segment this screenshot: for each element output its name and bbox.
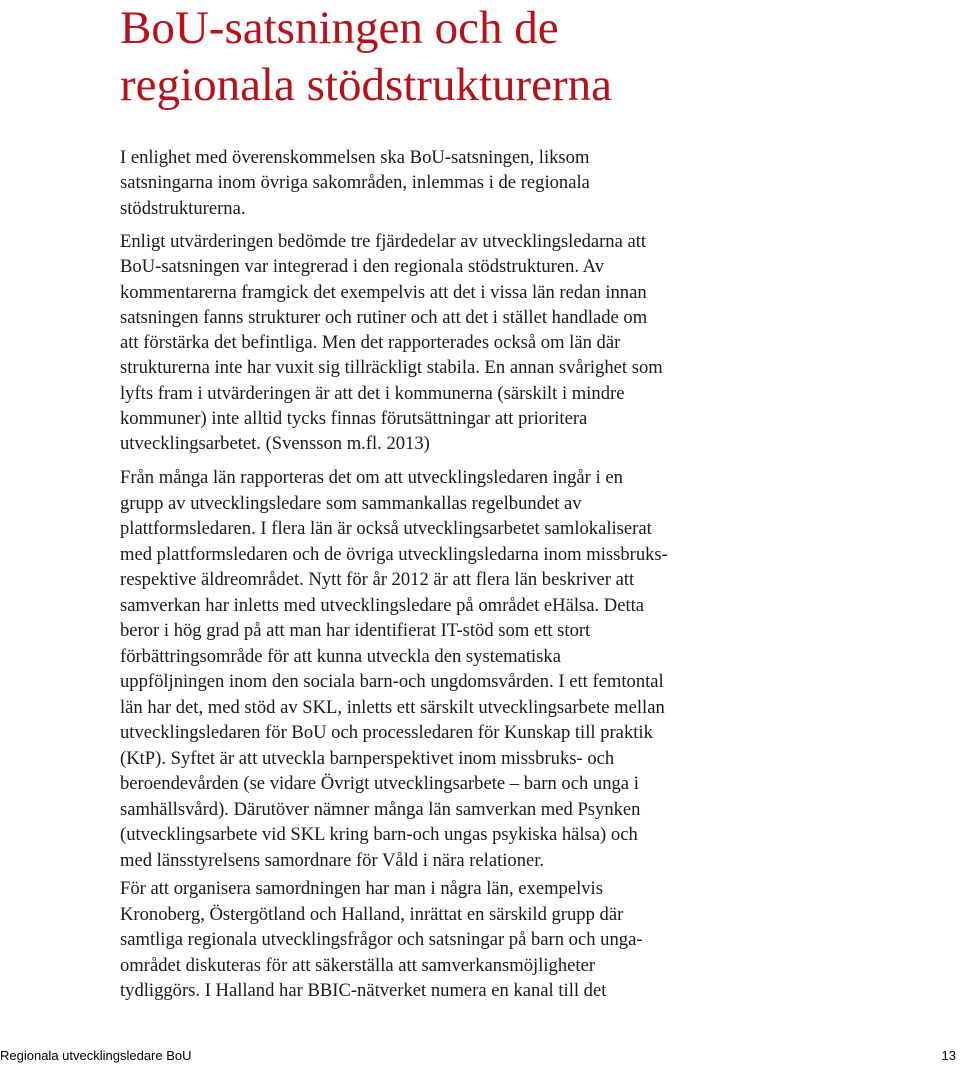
paragraph-line: med plattformsledaren och de övriga utvecklingsledarna inom missbruks- (120, 543, 668, 565)
page-title-line: regionala stödstrukturerna (120, 59, 613, 111)
paragraph-line: För att organisera samordningen har man i några län, exempelvis (120, 878, 603, 899)
paragraph-line: plattformsledaren. I flera län är också utvecklingsarbetet samlokaliserat (120, 518, 652, 539)
paragraph-line: (KtP). Syftet är att utveckla barnperspektivet inom missbruks- och (120, 747, 615, 769)
paragraph-line: Enligt utvärderingen bedömde tre fjärdedelar av utvecklingsledarna att (120, 231, 647, 252)
paragraph-line: beror i hög grad på att man har identifierat IT-stöd som ett stort (120, 620, 591, 641)
paragraph-line: uppföljningen inom den sociala barn-och ungdomsvården. I ett femtontal (120, 671, 664, 692)
paragraph-line: samtliga regionala utvecklingsfrågor och satsningar på barn och unga- (120, 929, 643, 950)
footer-publication-title: Regionala utvecklingsledare BoU (0, 1048, 192, 1063)
paragraph-line: kommentarerna framgick det exempelvis att det i vissa län redan innan (120, 281, 647, 303)
paragraph-line: (utvecklingsarbete vid SKL kring barn-och ungas psykiska hälsa) och (120, 824, 638, 845)
paragraph-platform-leaders (120, 465, 770, 873)
paragraph-line: grupp av utvecklingsledare som sammankallas regelbundet av (120, 492, 582, 514)
paragraph-line: I enlighet med överenskommelsen ska BoU-satsningen, liksom (120, 147, 590, 168)
paragraph-line: tydliggörs. I Halland har BBIC-nätverket numera en kanal till det (120, 980, 607, 1001)
paragraph-line: att förstärka det befintliga. Men det rapporterades också om län där (120, 332, 621, 354)
paragraph-evaluation (120, 229, 770, 457)
paragraph-line: Från många län rapporteras det om att utvecklingsledaren ingår i en (120, 467, 623, 488)
footer-page-number: 13 (941, 1048, 956, 1063)
paragraph-line: respektive äldreområdet. Nytt för år 2012 är att flera län beskriver att (120, 569, 635, 590)
paragraph-line: utvecklingsarbetet. (Svensson m.fl. 2013) (120, 433, 430, 455)
paragraph-line: Kronoberg, Östergötland och Halland, inrättat en särskild grupp där (120, 903, 624, 925)
paragraph-line: satsningarna inom övriga sakområden, inlemmas i de regionala (120, 172, 590, 194)
paragraph-line: samverkan har inletts med utvecklingsledare på området eHälsa. Detta (120, 594, 645, 616)
page-title-line: BoU-satsningen och de (120, 2, 559, 54)
paragraph-coordination (120, 876, 770, 1004)
paragraph-line: förbättringsområde för att kunna utveckla den systematiska (120, 645, 561, 667)
paragraph-line: kommuner) inte alltid tycks finnas förutsättningar att prioritera (120, 408, 588, 430)
paragraph-line: samhällsvård). Därutöver nämner många län samverkan med Psynken (120, 798, 641, 820)
paragraph-line: beroendevården (se vidare Övrigt utvecklingsarbete – barn och unga i (120, 773, 639, 794)
paragraph-line: utvecklingsledaren för BoU och processledaren för Kunskap till praktik (120, 722, 653, 743)
page-title (120, 0, 920, 114)
paragraph-line: strukturerna inte har vuxit sig tillräckligt stabila. En annan svårighet som (120, 357, 663, 379)
paragraph-line: län har det, med stöd av SKL, inletts ett särskilt utvecklingsarbete mellan (120, 696, 665, 718)
paragraph-line: med länsstyrelsens samordnare för Våld i nära relationer. (120, 849, 545, 871)
paragraph-line: BoU-satsningen var integrerad i den regionala stödstrukturen. Av (120, 256, 604, 278)
paragraph-line: stödstrukturerna. (120, 197, 246, 219)
paragraph-line: satsningen fanns strukturer och rutiner och att det i stället handlade om (120, 306, 648, 328)
paragraph-line: lyfts fram i utvärderingen är att det i kommunerna (särskilt i mindre (120, 382, 625, 404)
paragraph-intro (120, 145, 770, 221)
paragraph-line: området diskuteras för att säkerställa att samverkansmöjligheter (120, 954, 596, 976)
